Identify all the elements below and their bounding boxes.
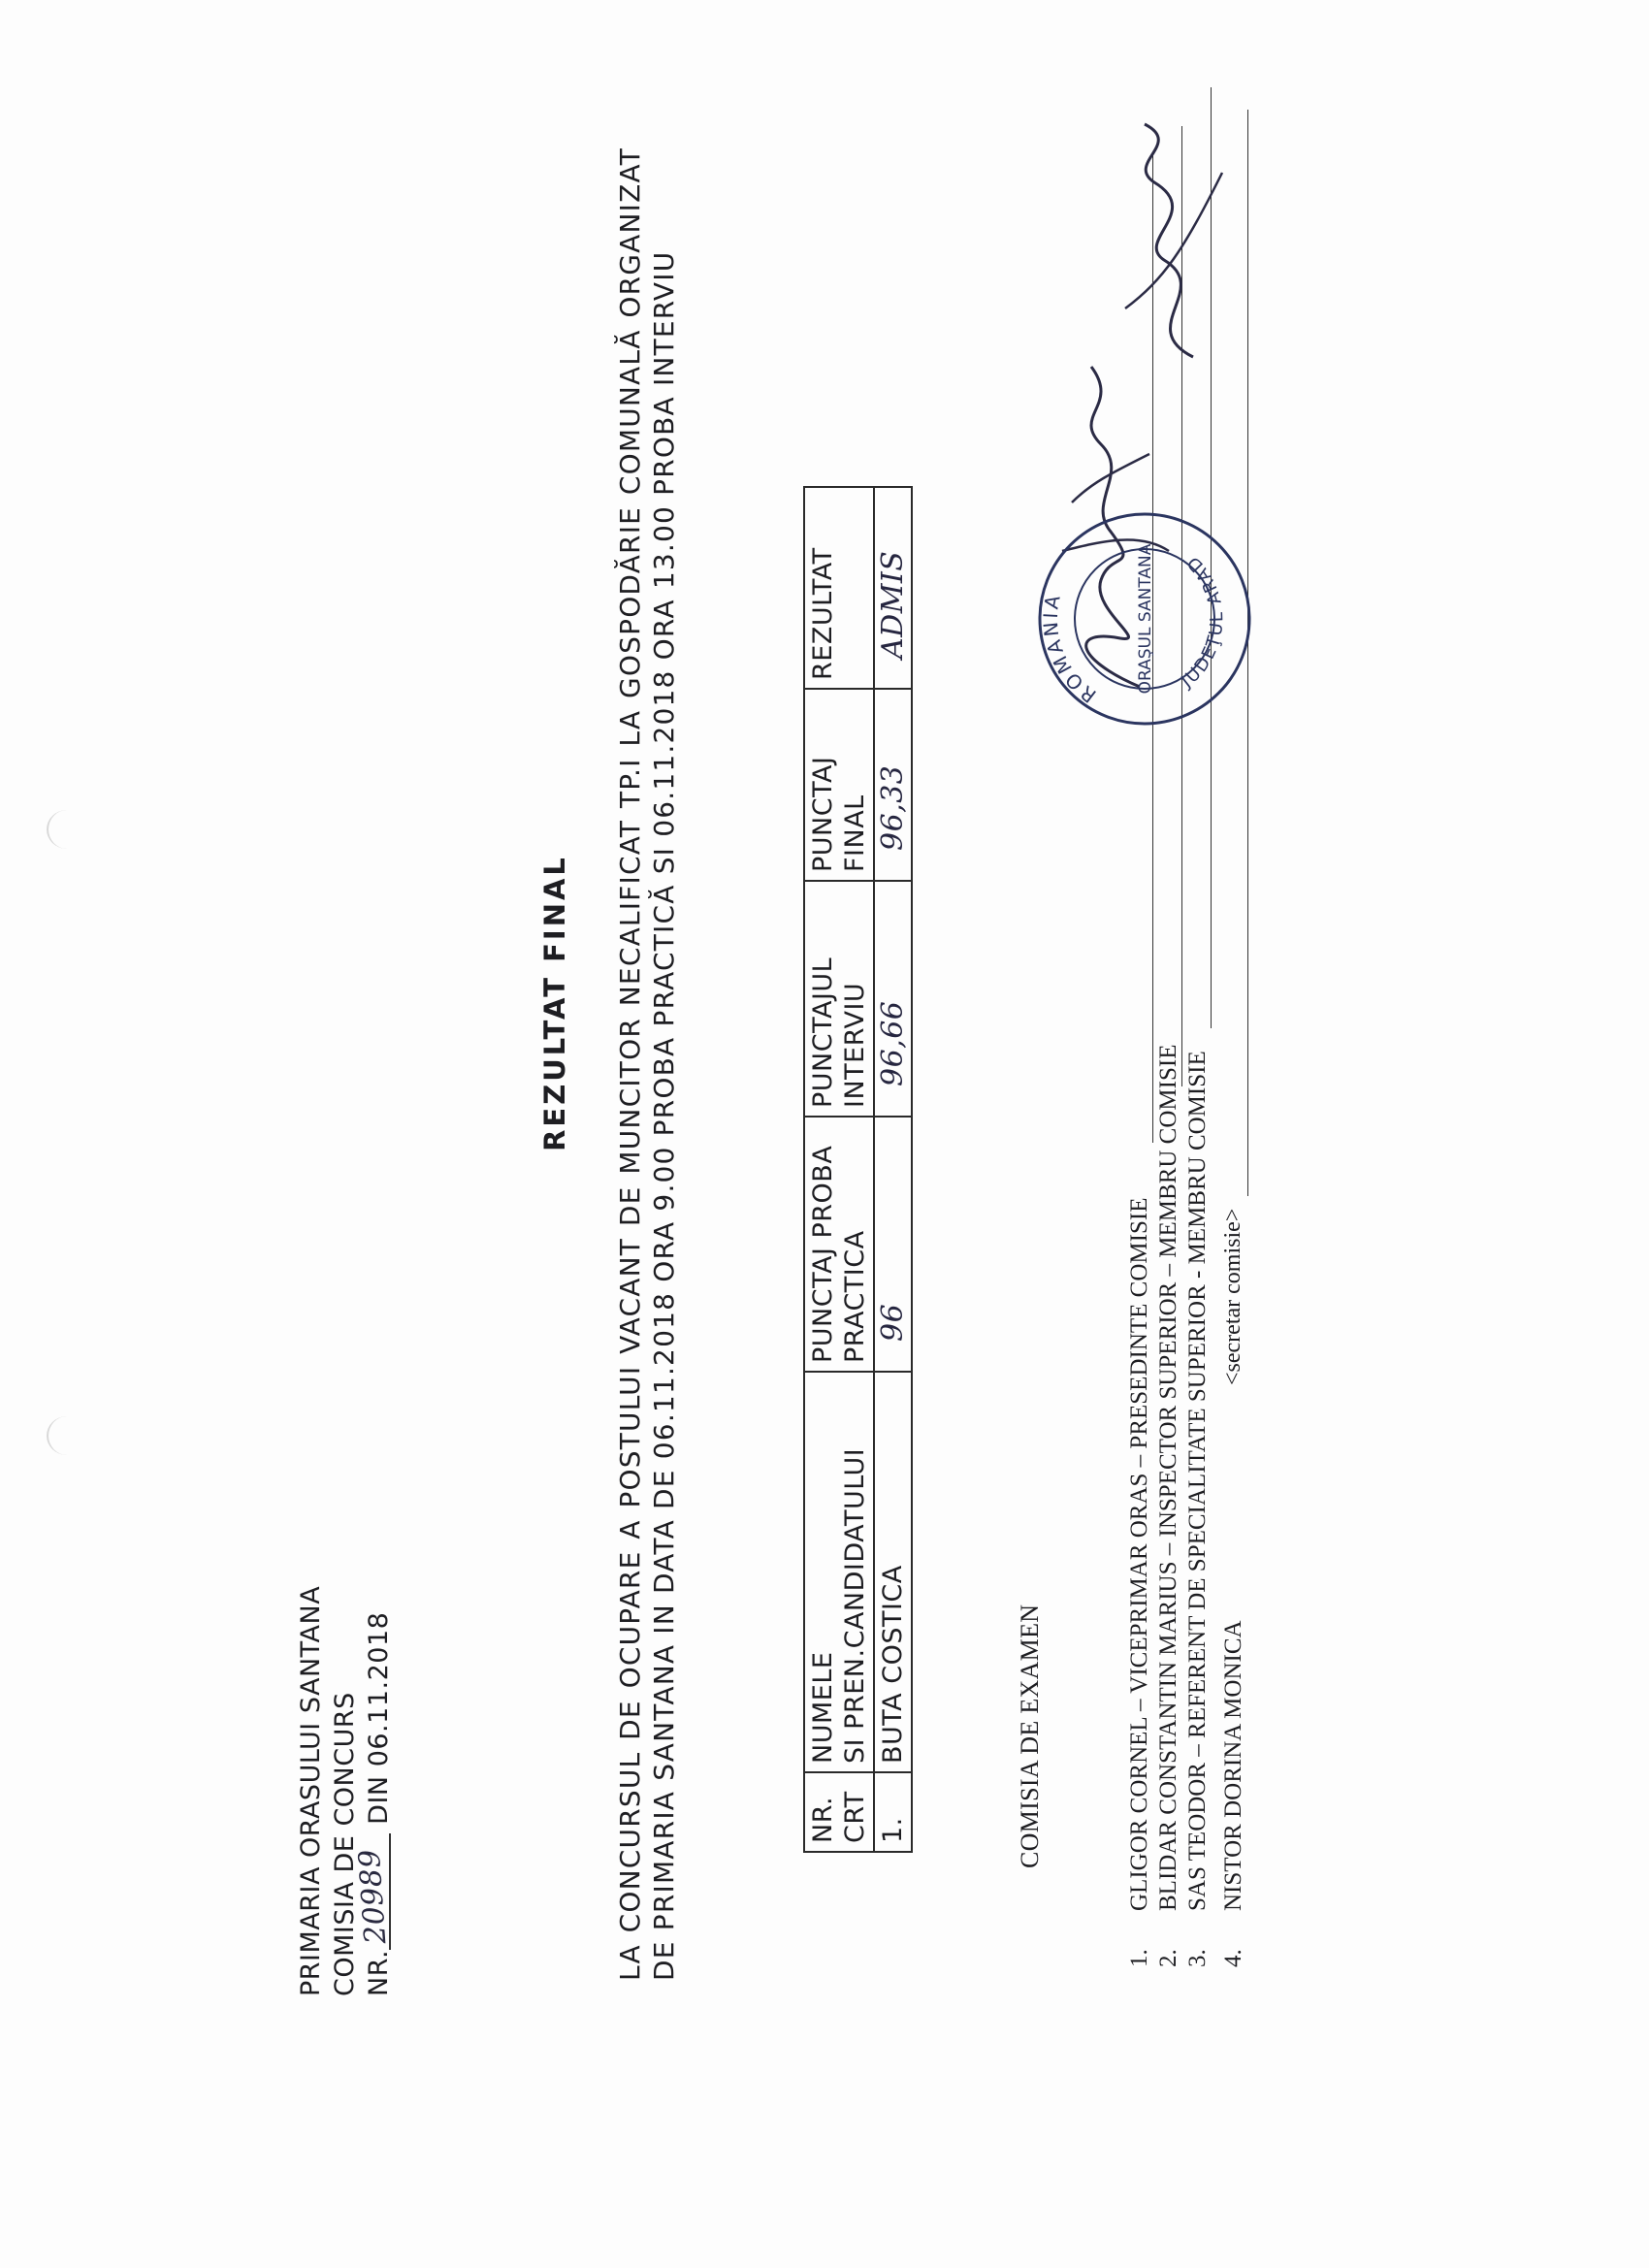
registration-number [352, 1586, 396, 1996]
table-row [874, 487, 912, 1852]
secretary-name: NISTOR DORINA MONICA [1220, 1620, 1246, 1911]
handwritten-signature-icon [1116, 114, 1232, 367]
header-practica: PUNCTAJ PROBA PRACTICA [804, 1117, 874, 1372]
document-title: REZULTAT FINAL [538, 855, 571, 1151]
official-stamp-icon [1028, 502, 1261, 735]
cell-final: 96,33 [874, 689, 912, 881]
commission-name: COMISIA DE CONCURS [330, 1692, 360, 1996]
member-row [1183, 1045, 1212, 1967]
secretary-role: <secretar comisie> [1220, 1208, 1245, 1385]
header-final: PUNCTAJ FINAL [804, 689, 874, 881]
member-row [1125, 1045, 1154, 1967]
member-text: GLIGOR CORNEL – VICEPRIMAR ORAS – PRESEDINTE COMISIE [1126, 1197, 1152, 1911]
secretary-row [1220, 1620, 1247, 1967]
cell-interviu: 96,66 [874, 881, 912, 1117]
svg-text:ROMANIA [1039, 591, 1101, 708]
header-rezultat: REZULTAT [804, 487, 874, 689]
stamp-top-text: ROMANIA [1038, 590, 1101, 708]
member-number: 3. [1184, 1949, 1211, 1967]
member-number: 2. [1155, 1949, 1181, 1967]
member-number: 4. [1220, 1949, 1246, 1967]
header-nr: NR. CRT [804, 1772, 874, 1852]
commission-members [1125, 1045, 1212, 1967]
institution-name: PRIMARIA ORASULUI SANTANA [296, 1585, 326, 1996]
intro-paragraph: LA CONCURSUL DE OCUPARE A POSTULUI VACANT DE MUNCITOR NECALIFICAT TP.I LA GOSPODĂRIE COMUNALĂ ORGANIZAT DE PRIMARIA SANTANA IN DATA DE 06.11.2018 ORA 9.00 PROBA PRACTICĂ SI 06.11.2018 ORA 13.00 PROBA INTERVIU [614, 147, 680, 1981]
nr-prefix: NR. [364, 1949, 394, 1996]
stamp-middle-text: ORAŞUL SANTANA [1136, 543, 1155, 695]
cell-practica: 96 [874, 1117, 912, 1372]
header-interviu: PUNCTAJUL INTERVIU [804, 881, 874, 1117]
handwritten-number: 20989 [352, 1847, 394, 1946]
cell-nr: 1. [874, 1772, 912, 1852]
cell-rezultat: ADMIS [874, 487, 912, 689]
nr-date: DIN 06.11.2018 [364, 1611, 394, 1825]
member-row [1154, 1045, 1183, 1967]
document-header [294, 1586, 396, 1996]
table-header-row [804, 487, 874, 1852]
member-text: SAS TEODOR – REFERENT DE SPECIALITATE SUPERIOR - MEMBRU COMISIE [1184, 1051, 1211, 1911]
member-number: 1. [1126, 1949, 1152, 1967]
commission-title: COMISIA DE EXAMEN [1016, 1604, 1044, 1868]
svg-text:JUDEŢUL ARAD [1177, 551, 1227, 693]
member-text: BLIDAR CONSTANTIN MARIUS – INSPECTOR SUPERIOR – MEMBRU COMISIE [1155, 1044, 1181, 1911]
results-table [803, 486, 913, 1853]
stamp-bottom-text: JUDEŢUL ARAD [1178, 550, 1228, 693]
cell-name: BUTA COSTICA [874, 1372, 912, 1772]
header-name: NUMELE SI PREN.CANDIDATULUI [804, 1372, 874, 1772]
